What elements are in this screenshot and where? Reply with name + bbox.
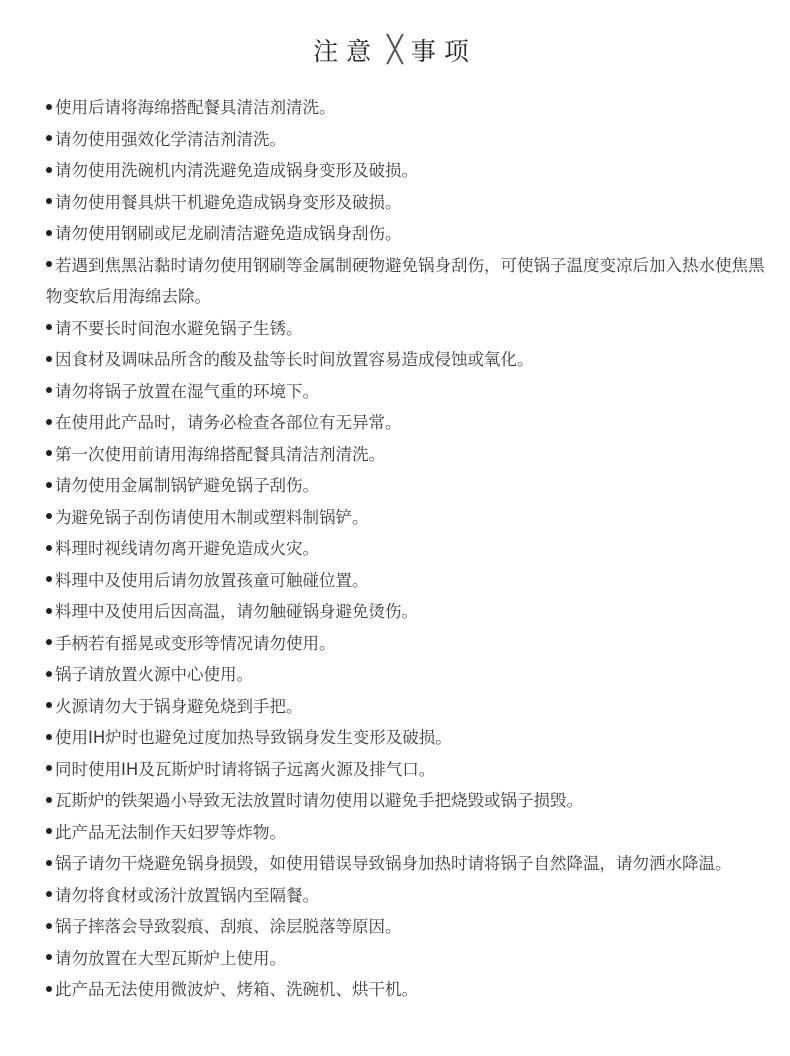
notice-text: 因食材及调味品所含的酸及盐等长时间放置容易造成侵蚀或氧化。 — [55, 350, 534, 369]
bullet-icon — [46, 797, 52, 803]
notice-text: 请勿使用金属制锅铲避免锅子刮伤。 — [55, 476, 319, 495]
bullet-icon — [46, 419, 52, 425]
bullet-icon — [46, 356, 52, 362]
page-title — [0, 30, 790, 70]
notice-text: 料理中及使用后因高温，请勿触碰锅身避免烫伤。 — [55, 602, 418, 621]
notice-item — [46, 533, 766, 565]
notice-item — [46, 596, 766, 628]
notice-text: 使用IH炉时也避免过度加热导致锅身发生变形及破损。 — [55, 728, 452, 747]
bullet-icon — [46, 765, 52, 771]
notice-text: 在使用此产品时，请务必检查各部位有无异常。 — [55, 413, 402, 432]
notice-list — [46, 92, 766, 1006]
notice-item — [46, 407, 766, 439]
title-right-text: 事项 — [410, 37, 477, 66]
notice-item — [46, 187, 766, 219]
bullet-icon — [46, 828, 52, 834]
notice-item — [46, 92, 766, 124]
bullet-icon — [46, 450, 52, 456]
notice-item — [46, 659, 766, 691]
notice-item — [46, 848, 766, 880]
notice-text: 此产品无法制作天妇罗等炸物。 — [55, 822, 286, 842]
notice-item — [46, 911, 766, 943]
bullet-icon — [46, 387, 52, 393]
notice-text: 料理中及使用后请勿放置孩童可触碰位置。 — [55, 570, 369, 590]
notice-text: 请勿使用洗碗机内清洗避免造成锅身变形及破损。 — [55, 161, 418, 180]
notice-item — [46, 691, 766, 723]
bullet-icon — [46, 482, 52, 488]
notice-text: 同时使用IH及瓦斯炉时请将锅子远离火源及排气口。 — [55, 759, 436, 779]
bullet-icon — [46, 608, 52, 614]
title-separator-icon: ╳ — [387, 35, 403, 65]
notice-item — [46, 313, 766, 345]
notice-item — [46, 470, 766, 502]
notice-item — [46, 974, 766, 1006]
bullet-icon — [46, 891, 52, 897]
bullet-icon — [46, 639, 52, 645]
notice-text: 料理时视线请勿离开避免造成火灾。 — [55, 539, 319, 558]
bullet-icon — [46, 923, 52, 929]
notice-text: 请勿将锅子放置在湿气重的环境下。 — [55, 381, 319, 401]
bullet-icon — [46, 954, 52, 960]
bullet-icon — [46, 261, 52, 267]
notice-item — [46, 155, 766, 187]
notice-text: 锅子请勿干烧避免锅身损毁，如使用错误导致锅身加热时请将锅子自然降温，请勿洒水降温。 — [55, 854, 732, 873]
notice-item — [46, 439, 766, 471]
notice-text: 请勿使用餐具烘干机避免造成锅身变形及破损。 — [55, 192, 402, 212]
bullet-icon — [46, 986, 52, 992]
notice-item — [46, 250, 766, 313]
notice-text: 使用后请将海绵搭配餐具清洁剂清洗。 — [55, 98, 336, 117]
notice-item — [46, 376, 766, 408]
bullet-icon — [46, 230, 52, 236]
notice-item — [46, 785, 766, 817]
bullet-icon — [46, 860, 52, 866]
notice-text: 为避免锅子刮伤请使用木制或塑料制锅铲。 — [55, 507, 369, 527]
bullet-icon — [46, 702, 52, 708]
notice-item — [46, 754, 766, 786]
notice-text: 请勿使用强效化学清洁剂清洗。 — [55, 129, 286, 149]
notice-text: 请不要长时间泡水避免锅子生锈。 — [55, 318, 303, 338]
bullet-icon — [46, 167, 52, 173]
notice-item — [46, 344, 766, 376]
bullet-icon — [46, 324, 52, 330]
notice-item — [46, 628, 766, 660]
notice-text: 火源请勿大于锅身避免烧到手把。 — [55, 696, 303, 716]
notice-text: 瓦斯炉的铁架過小导致无法放置时请勿使用以避免手把烧毁或锅子损毁。 — [55, 791, 583, 810]
bullet-icon — [46, 734, 52, 740]
title-left-text: 注意 — [313, 37, 380, 66]
notice-text: 请勿放置在大型瓦斯炉上使用。 — [55, 948, 286, 968]
notice-item — [46, 565, 766, 597]
bullet-icon — [46, 671, 52, 677]
notice-item — [46, 943, 766, 975]
notice-item — [46, 817, 766, 849]
notice-item — [46, 722, 766, 754]
notice-item — [46, 880, 766, 912]
notice-text: 锅子摔落会导致裂痕、刮痕、涂层脱落等原因。 — [55, 917, 402, 936]
bullet-icon — [46, 198, 52, 204]
bullet-icon — [46, 513, 52, 519]
notice-text: 此产品无法使用微波炉、烤箱、洗碗机、烘干机。 — [55, 980, 418, 999]
notice-item — [46, 124, 766, 156]
notice-item — [46, 502, 766, 534]
notice-text: 请勿使用钢刷或尼龙刷清洁避免造成锅身刮伤。 — [55, 224, 402, 243]
bullet-icon — [46, 545, 52, 551]
notice-text: 手柄若有摇晃或变形等情况请勿使用。 — [55, 633, 336, 653]
bullet-icon — [46, 135, 52, 141]
notice-text: 请勿将食材或汤汁放置锅内至隔餐。 — [55, 885, 319, 905]
bullet-icon — [46, 576, 52, 582]
notice-text: 第一次使用前请用海绵搭配餐具清洁剂清洗。 — [55, 444, 385, 464]
notice-text: 锅子请放置火源中心使用。 — [55, 665, 253, 684]
bullet-icon — [46, 104, 52, 110]
notice-text: 若遇到焦黑沾黏时请勿使用钢刷等金属制硬物避免锅身刮伤，可使锅子温度变凉后加入热水使焦黑物变软后用海绵去除。 — [46, 255, 765, 306]
notice-item — [46, 218, 766, 250]
